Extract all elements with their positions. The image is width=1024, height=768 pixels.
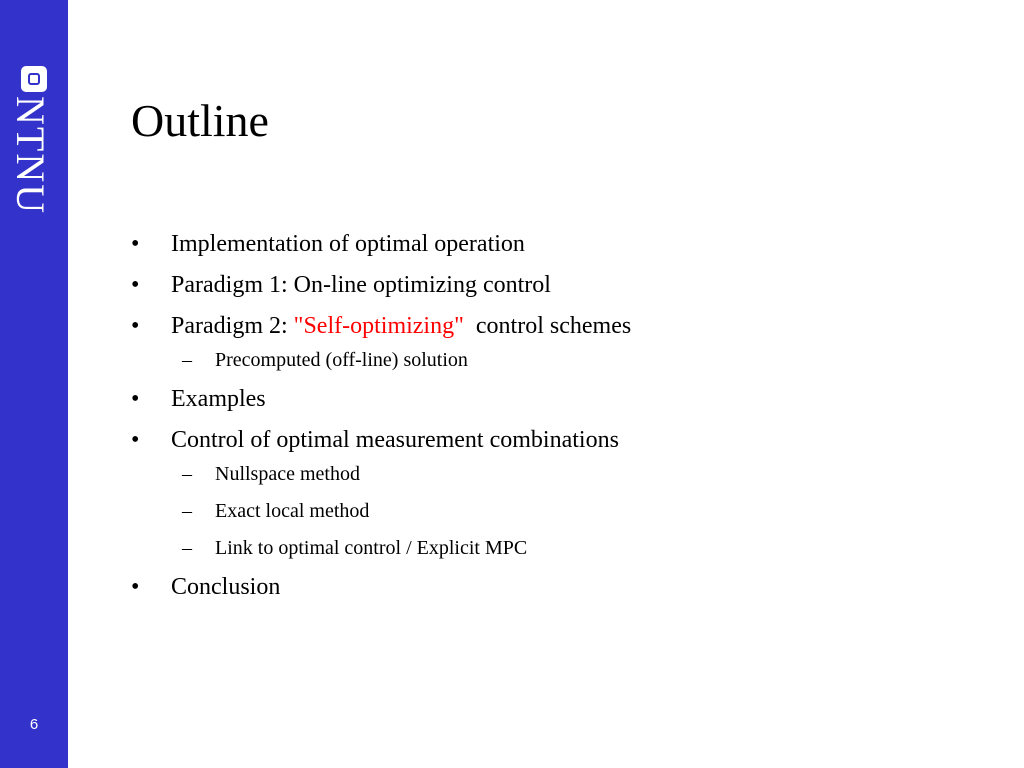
sub-bullet-text: Nullspace method — [215, 463, 360, 485]
bullet-text-suffix: control schemes — [463, 313, 632, 339]
bullet-item — [131, 425, 631, 455]
sub-bullet-text: Exact local method — [215, 500, 370, 522]
bullet-marker: • — [131, 313, 140, 339]
bullet-text: Control of optimal measurement combinations — [171, 427, 619, 453]
sub-bullet-marker: – — [182, 537, 192, 559]
bullet-item — [131, 229, 631, 259]
sub-bullet-item — [131, 461, 631, 487]
bullet-marker: • — [131, 574, 140, 600]
sub-bullet-marker: – — [182, 349, 192, 371]
bullet-item — [131, 270, 631, 300]
logo-inner-square — [28, 73, 40, 85]
bullet-marker: • — [131, 231, 140, 257]
sub-bullet-marker: – — [182, 500, 192, 522]
sub-bullet-item — [131, 347, 631, 373]
bullet-text: Conclusion — [171, 574, 281, 600]
bullet-item — [131, 311, 631, 341]
ntnu-logo-text: NTNU — [8, 96, 53, 216]
sub-bullet-item — [131, 498, 631, 524]
highlighted-term: "Self-optimizing" — [293, 313, 464, 339]
sub-bullet-marker: – — [182, 463, 192, 485]
bullet-text: Paradigm 1: On-line optimizing control — [171, 272, 551, 298]
sub-bullet-text: Link to optimal control / Explicit MPC — [215, 537, 528, 559]
page-number: 6 — [29, 716, 39, 733]
slide-title: Outline — [131, 95, 269, 146]
bullet-item — [131, 572, 631, 602]
bullet-marker: • — [131, 272, 140, 298]
bullet-text: Implementation of optimal operation — [171, 231, 525, 257]
ntnu-logo-icon — [21, 66, 47, 92]
bullet-item — [131, 384, 631, 414]
sub-bullet-text: Precomputed (off-line) solution — [215, 349, 468, 371]
bullet-marker: • — [131, 386, 140, 412]
outline-list — [131, 229, 631, 613]
bullet-text: Examples — [171, 386, 266, 412]
sub-bullet-item — [131, 535, 631, 561]
sidebar — [0, 0, 68, 768]
bullet-marker: • — [131, 427, 140, 453]
bullet-text-prefix: Paradigm 2: — [171, 313, 294, 339]
